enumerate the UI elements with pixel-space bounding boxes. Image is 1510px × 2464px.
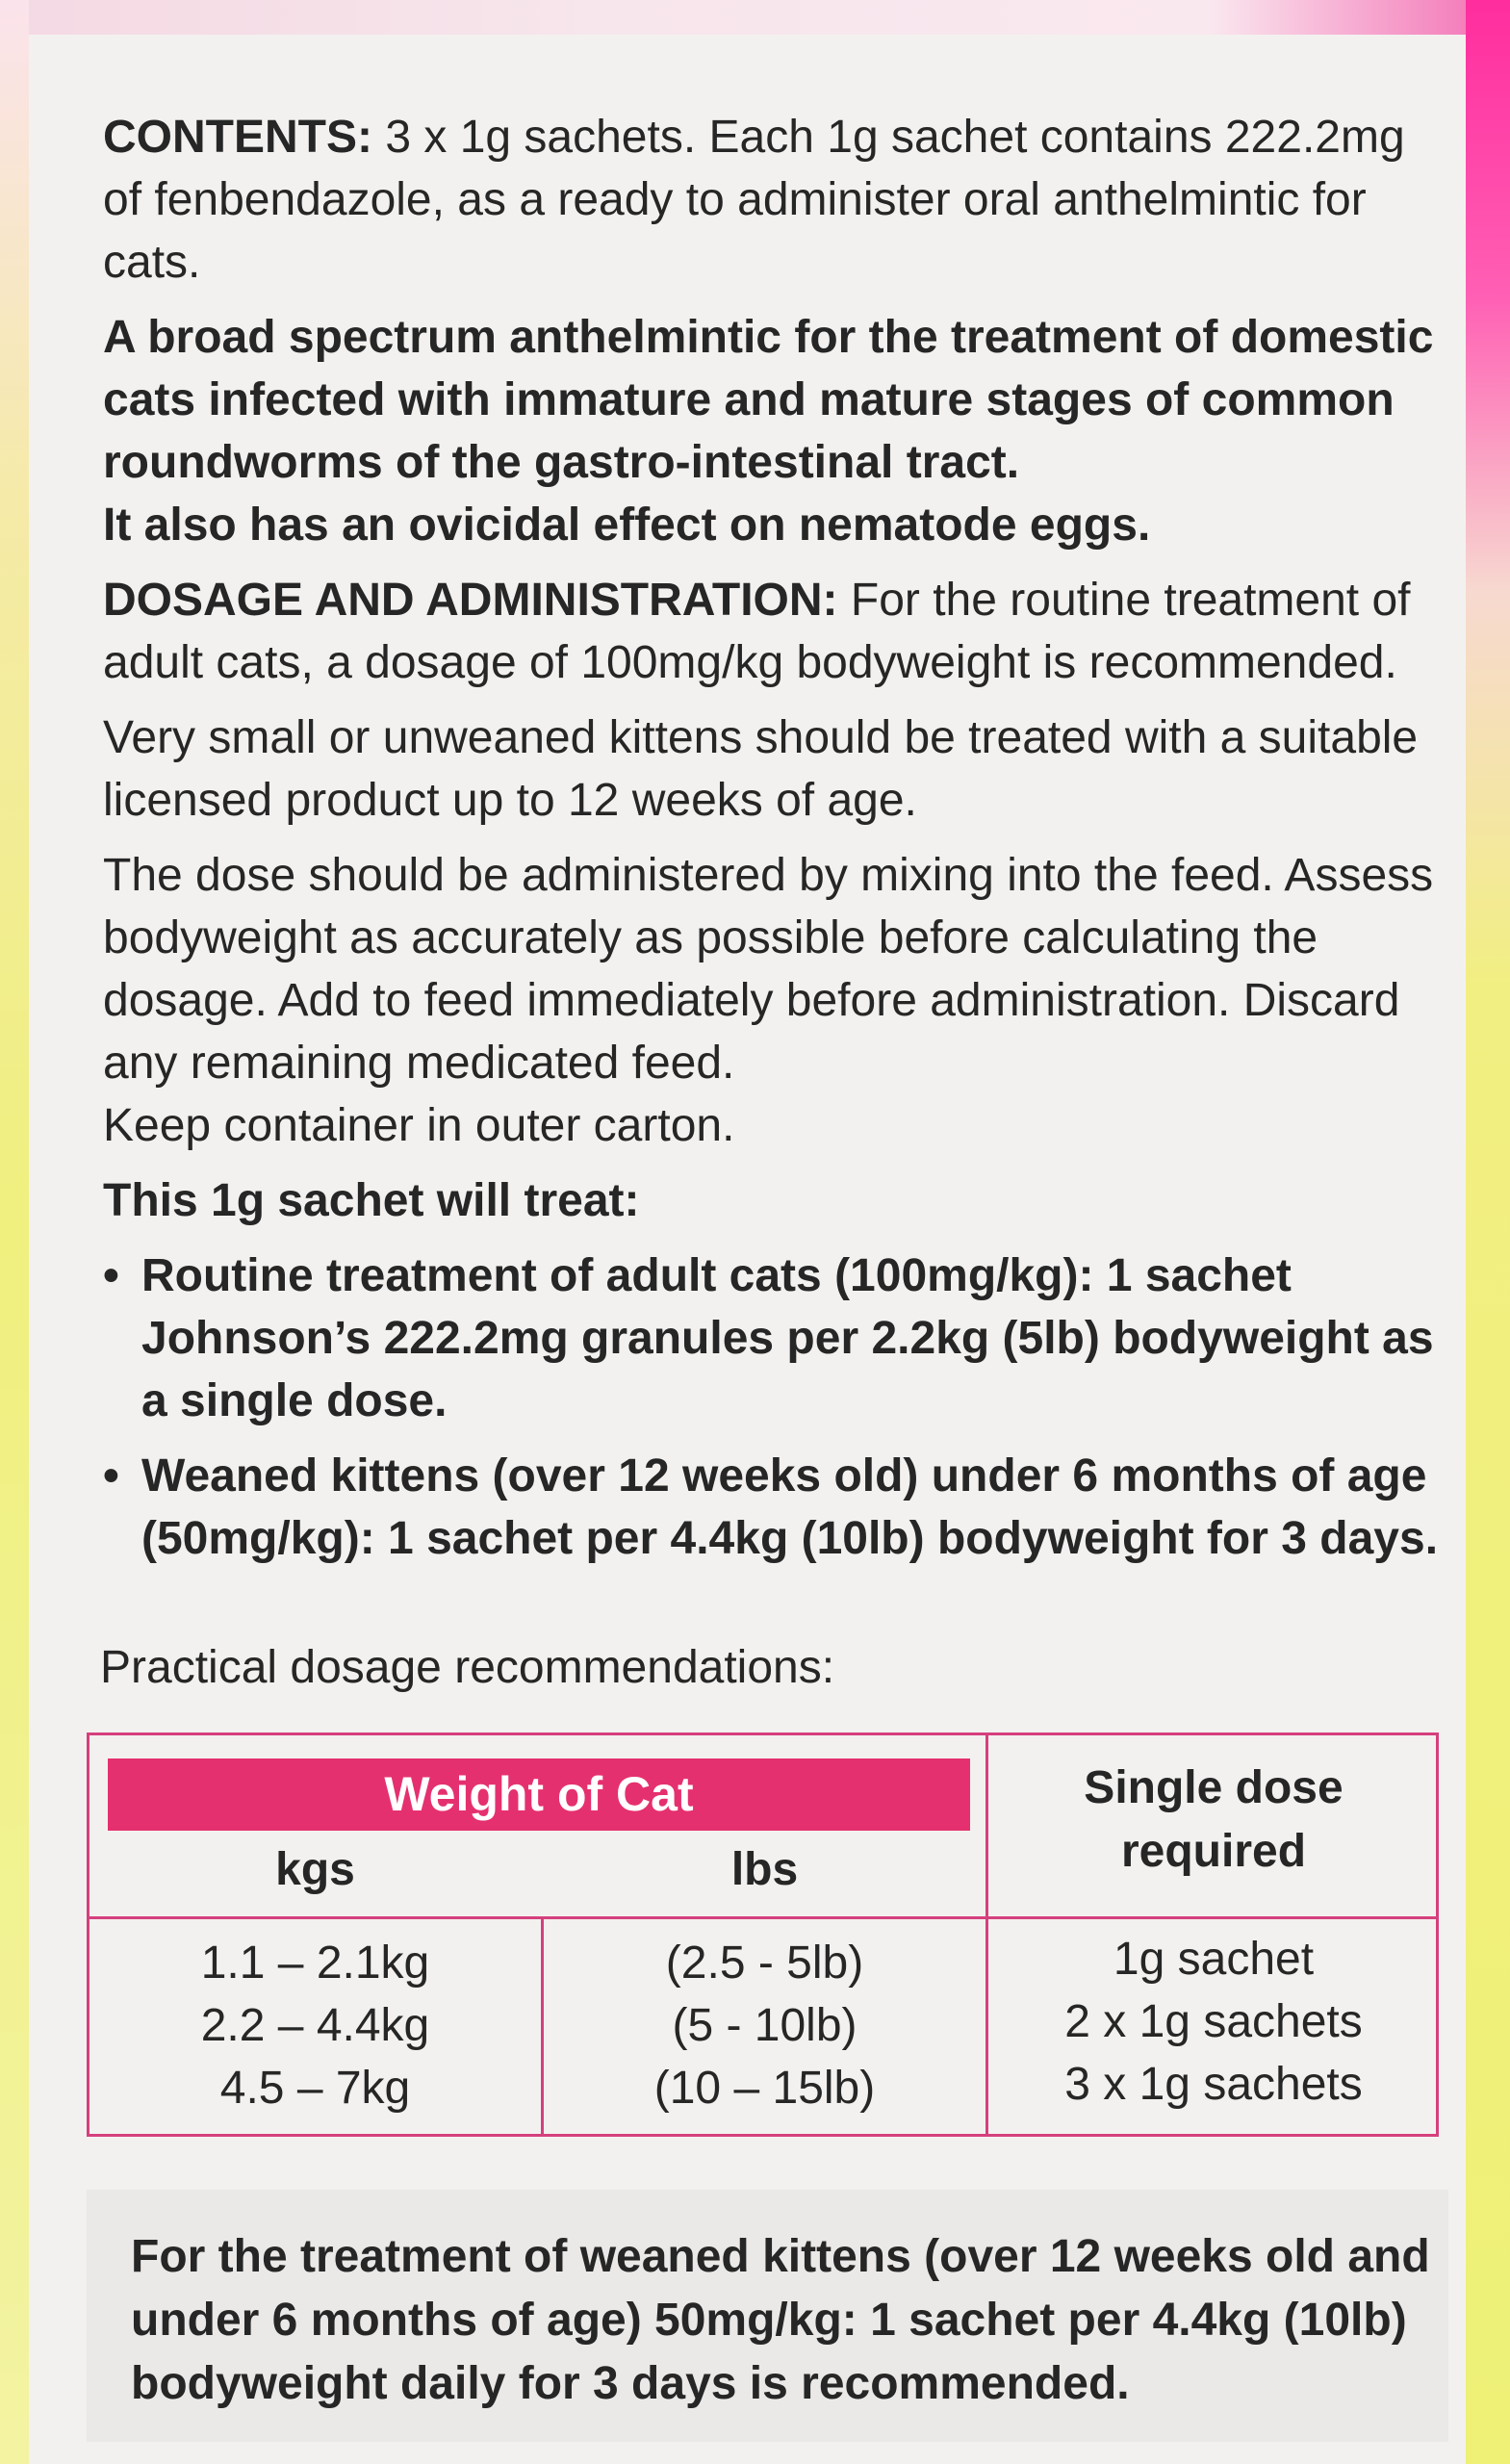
table-caption: Practical dosage recommendations: (100, 1642, 835, 1693)
dosage-table (87, 1732, 1439, 2137)
lbs-header: lbs (730, 1844, 799, 1895)
kgs-column (90, 1932, 541, 2119)
label-body (103, 106, 1441, 1570)
treatment-list (103, 1245, 1441, 1570)
table-row: 1.1 – 2.1kg (200, 1938, 430, 1989)
table-divider (90, 1916, 988, 1919)
table-row: 2 x 1g sachets (1064, 1996, 1363, 2047)
administration-note: The dose should be administered by mixing into the feed. Assess bodyweight as accurately as possible before calculating the dosage. Add to feed immediately before administration. Discard any remaining medicated feed. (103, 850, 1434, 1089)
kitten-treatment-note: For the treatment of weaned kittens (over 12 weeks old and under 6 months of age) 50mg/kg: 1 sachet per 4.4kg (10lb) bodyweight daily for 3 days is recommended. (131, 2231, 1430, 2409)
table-row: 4.5 – 7kg (219, 2063, 411, 2114)
carton-right-edge (1466, 0, 1510, 2464)
weight-of-cat-header: Weight of Cat (108, 1758, 970, 1831)
dosage-paragraph (103, 569, 1441, 694)
list-item (103, 1245, 1441, 1432)
contents-label: CONTENTS: (103, 112, 372, 163)
bullet-text: Routine treatment of adult cats (100mg/kg): 1 sachet Johnson’s 222.2mg granules per 2.2kg (5lb) bodyweight as a single dose. (141, 1250, 1434, 1426)
table-row: 3 x 1g sachets (1064, 2059, 1363, 2110)
carton-left-edge (0, 0, 29, 2464)
contents-text: 3 x 1g sachets. Each 1g sachet contains 222.2mg of fenbendazole, as a ready to administer oral anthelmintic for cats. (103, 112, 1405, 288)
table-row: 2.2 – 4.4kg (200, 2000, 430, 2051)
description-main: A broad spectrum anthelmintic for the treatment of domestic cats infected with immature and mature stages of common roundworms of the gastro-intestinal tract. (103, 312, 1434, 488)
bullet-icon: • (103, 1450, 119, 1502)
dosage-text: For the routine treatment of adult cats, a dosage of 100mg/kg bodyweight is recommended. (103, 575, 1411, 688)
kittens-note: Very small or unweaned kittens should be treated with a suitable licensed product up to 12 weeks of age. (103, 712, 1419, 826)
bullet-text: Weaned kittens (over 12 weeks old) under 6 months of age (50mg/kg): 1 sachet per 4.4kg (10lb) bodyweight for 3 days. (141, 1450, 1439, 1564)
table-divider (988, 1916, 1436, 1919)
lbs-column (544, 1932, 985, 2119)
kitten-treatment-box (87, 2190, 1448, 2442)
single-dose-header-line2: required (1120, 1826, 1307, 1877)
storage-note: Keep container in outer carton. (103, 1100, 735, 1151)
contents-paragraph (103, 106, 1441, 294)
single-dose-header (988, 1757, 1439, 1884)
kgs-header: kgs (275, 1844, 355, 1895)
dose-column (988, 1928, 1439, 2116)
table-row: (2.5 - 5lb) (665, 1938, 864, 1989)
single-dose-header-line1: Single dose (1084, 1762, 1344, 1813)
treat-heading: This 1g sachet will treat: (103, 1175, 640, 1226)
description-ovicidal: It also has an ovicidal effect on nematode eggs. (103, 500, 1151, 551)
list-item (103, 1445, 1441, 1570)
table-row: 1g sachet (1113, 1934, 1315, 1985)
bullet-icon: • (103, 1250, 119, 1301)
dosage-label: DOSAGE AND ADMINISTRATION: (103, 575, 838, 626)
table-row: (10 – 15lb) (653, 2063, 876, 2114)
table-row: (5 - 10lb) (672, 2000, 857, 2051)
carton-top-edge (0, 0, 1510, 35)
